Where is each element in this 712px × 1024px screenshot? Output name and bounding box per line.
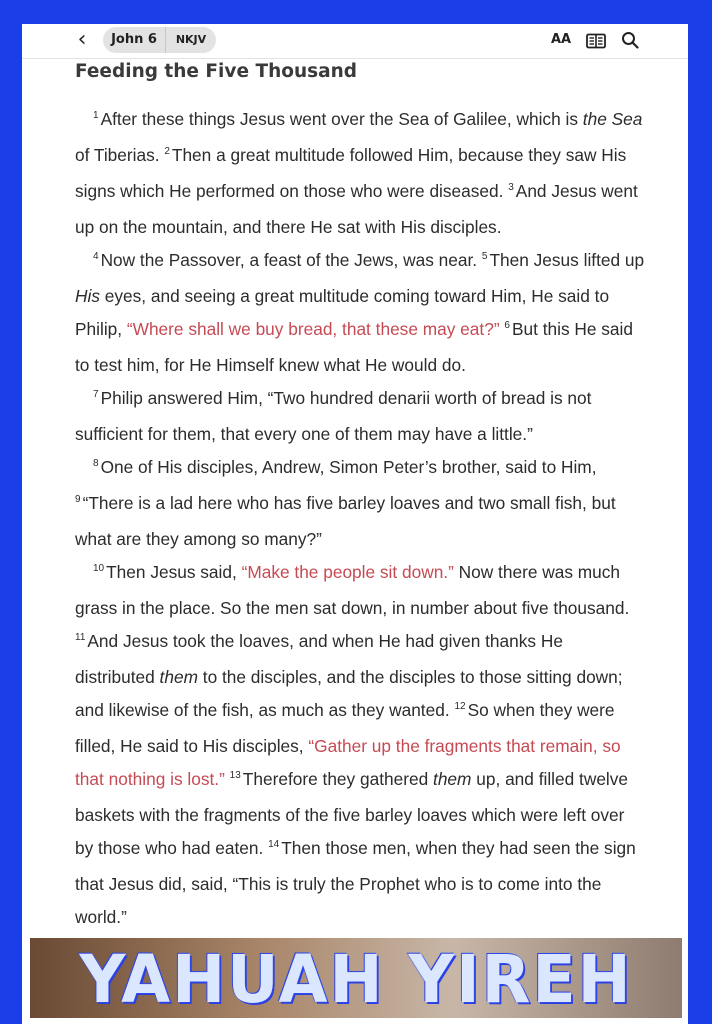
top-toolbar [22, 24, 688, 59]
verse-text: After these things Jesus went over the Sea of Galilee, which is [100, 109, 583, 129]
paragraph [75, 382, 647, 451]
verse-text: the Sea [582, 109, 643, 129]
section-heading: Feeding the Five Thousand [75, 61, 358, 82]
book-chapter-button[interactable]: John 6 [103, 27, 166, 53]
banner-caption: YAHUAH YIREH [79, 941, 633, 1018]
verse-number[interactable]: 9 [75, 494, 81, 505]
verse-text: eyes, and seeing a great multitude coming toward Him, He said to Philip, [75, 286, 610, 339]
paragraph [75, 451, 647, 556]
verse-number[interactable]: 6 [504, 320, 510, 331]
font-size-button[interactable]: AA [551, 32, 572, 47]
verse-text: Philip answered Him, “Two hundred denarii worth of bread is not sufficient for them, that every one of them may have a little.” [75, 388, 592, 444]
verse-text: And Jesus took the loaves, and when He had given thanks He distributed [75, 631, 563, 687]
paragraph [75, 103, 647, 244]
chevron-left-icon[interactable]: ‹ [77, 27, 87, 52]
verse-text: And Jesus went up on the mountain, and there He sat with His disciples. [75, 181, 638, 237]
verse-text: them [159, 667, 198, 687]
verse-text: Then a great multitude followed Him, because they saw His signs which He performed on those who were diseased. [75, 145, 627, 201]
verse-number[interactable]: 2 [164, 146, 170, 157]
verse-text: Then those men, when they had seen the sign that Jesus did, said, “This is truly the Prophet who is to come into the world.” [75, 838, 636, 927]
verse-text: “There is a lad here who has five barley loaves and two small fish, but what are they among so many?” [75, 493, 616, 549]
verse-number[interactable]: 8 [93, 458, 99, 469]
verse-text: of Tiberias. [75, 145, 165, 165]
words-of-christ: “Make the people sit down.” [241, 562, 454, 582]
verse-number[interactable]: 7 [93, 389, 99, 400]
verse-text: So when they were filled, He said to His disciples, [75, 700, 615, 756]
verse-number[interactable]: 4 [93, 251, 99, 262]
passage-selector[interactable] [103, 27, 216, 53]
paragraph [75, 244, 647, 382]
verse-number[interactable]: 11 [75, 632, 86, 643]
verse-number[interactable]: 1 [93, 110, 99, 121]
verse-text: Now the Passover, a feast of the Jews, was near. [100, 250, 482, 270]
version-button[interactable]: NKJV [175, 33, 207, 46]
verse-number[interactable]: 12 [454, 701, 466, 712]
verse-text: Now there was much grass in the place. So the men sat down, in number about five thousand. [75, 562, 630, 618]
verse-text: His [75, 286, 100, 306]
words-of-christ: “Gather up the fragments that remain, so that nothing is lost.” [75, 736, 621, 789]
verse-text: to the disciples, and the disciples to those sitting down; and likewise of the fish, as much as they wanted. [75, 667, 623, 720]
verse-text: them [433, 769, 472, 789]
overlay-banner [30, 938, 682, 1018]
verse-text: Then Jesus lifted up [489, 250, 645, 270]
chapter-text [75, 103, 647, 934]
verse-text: up, and filled twelve baskets with the fragments of the five barley loaves which were left over by those who had eaten. [75, 769, 629, 858]
search-icon[interactable] [621, 31, 639, 49]
verse-text: One of His disciples, Andrew, Simon Peter’s brother, said to Him, [100, 457, 597, 477]
verse-number[interactable]: 14 [268, 839, 280, 850]
verse-number[interactable]: 10 [93, 563, 105, 574]
verse-text: Then Jesus said, [106, 562, 242, 582]
book-open-icon[interactable] [586, 33, 606, 49]
reader-frame [22, 24, 688, 1024]
verse-number[interactable]: 3 [508, 182, 514, 193]
verse-number[interactable]: 5 [481, 251, 488, 262]
words-of-christ: “Where shall we buy bread, that these may eat?” [126, 319, 500, 339]
verse-number[interactable]: 13 [229, 770, 241, 781]
paragraph [75, 556, 647, 934]
verse-text: But this He said to test him, for He Himself knew what He would do. [75, 319, 633, 375]
verse-text: Therefore they gathered [242, 769, 434, 789]
